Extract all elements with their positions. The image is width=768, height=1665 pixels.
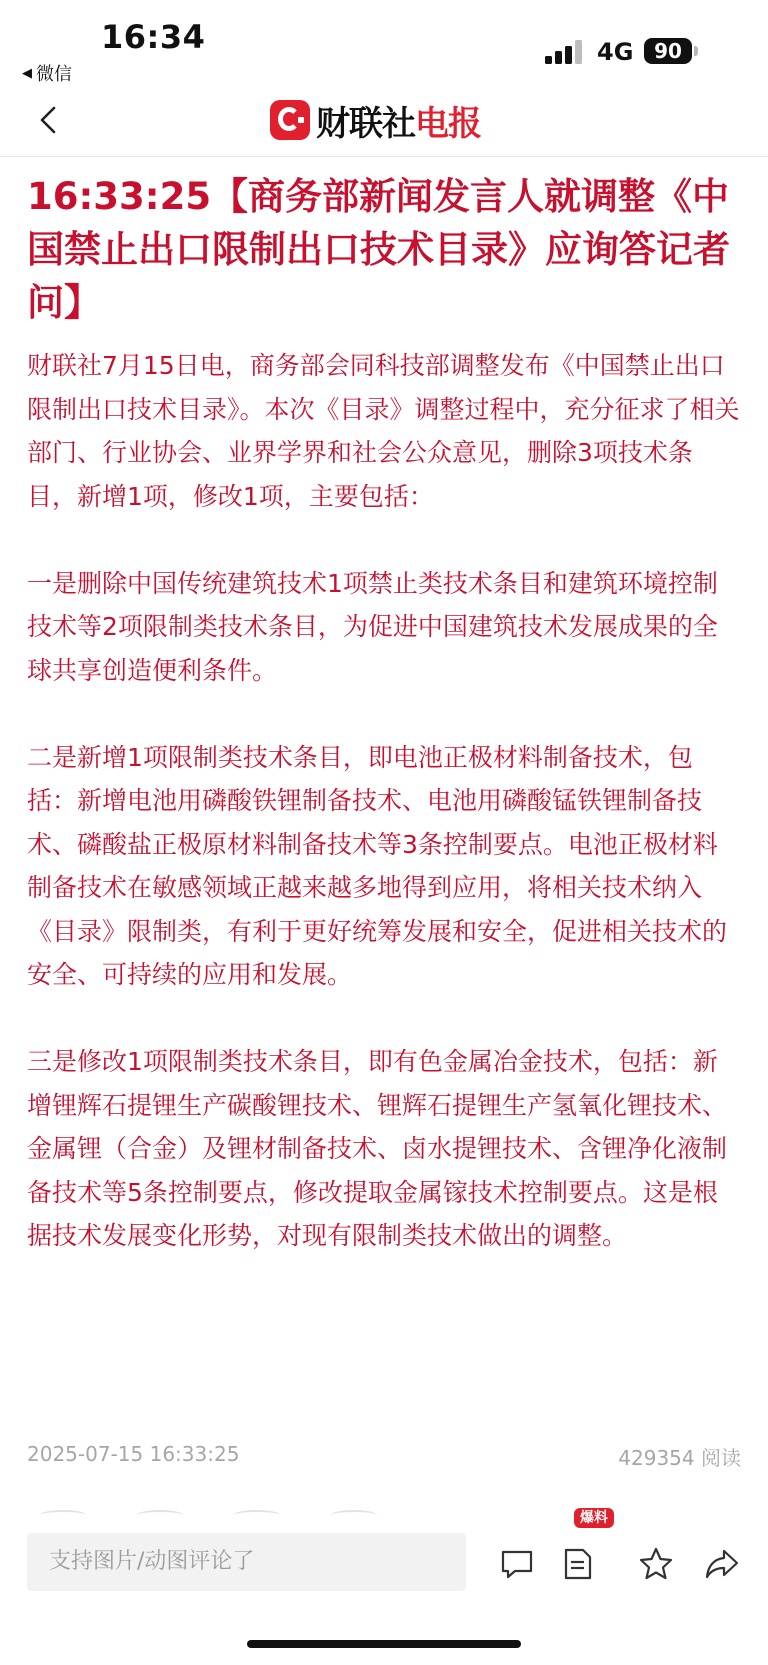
article-paragraph-2: 一是删除中国传统建筑技术1项禁止类技术条目和建筑环境控制技术等2项限制类技术条目，为促进中国建筑技术发展成果的全球共享创造便利条件。 xyxy=(27,568,718,685)
star-icon xyxy=(636,1544,676,1584)
article-paragraph-3: 二是新增1项限制类技术条目，即电池正极材料制备技术，包括：新增电池用磷酸铁锂制备技术、电池用磷酸锰铁锂制备技术、磷酸盐正极原材料制备技术等3条控制要点。电池正极材料制备技术在敏感领域正越来越多地得到应用，将相关技术纳入《目录》限制类，有利于更好统筹发展和安全，促进相关技术的安全、可持续的应用和发展。 xyxy=(27,742,728,989)
report-badge: 爆料 xyxy=(574,1508,614,1528)
brand-name xyxy=(316,96,481,145)
publish-date: 2025-07-15 16:33:25 xyxy=(27,1442,240,1466)
network-type: 4G xyxy=(597,38,634,66)
battery-level: 90 xyxy=(654,39,682,63)
back-triangle-icon: ◀ xyxy=(22,65,32,81)
article xyxy=(27,170,741,1258)
brand-name-red: 电报 xyxy=(415,103,481,144)
share-button[interactable] xyxy=(702,1544,742,1584)
nav-bar xyxy=(0,88,768,157)
back-to-app-link[interactable] xyxy=(22,60,72,86)
article-headline: 16:33:25【商务部新闻发言人就调整《中国禁止出口限制出口技术目录》应询答记者问】 xyxy=(27,175,730,324)
battery-tip xyxy=(694,46,698,56)
comment-input[interactable]: 支持图片/动图评论了 xyxy=(27,1533,466,1591)
comment-button[interactable] xyxy=(497,1544,537,1584)
chevron-left-icon xyxy=(30,100,70,140)
back-to-app-label: 微信 xyxy=(36,64,72,85)
brand-logo xyxy=(270,94,481,146)
favorite-button[interactable] xyxy=(636,1544,676,1584)
cellular-signal-icon xyxy=(545,40,583,64)
report-icon xyxy=(558,1544,598,1584)
share-circles xyxy=(40,1510,440,1518)
cls-logo-icon xyxy=(270,100,310,140)
status-time: 16:34 xyxy=(101,18,206,56)
share-icon xyxy=(702,1544,742,1584)
article-paragraph-4: 三是修改1项限制类技术条目，即有色金属冶金技术，包括：新增锂辉石提锂生产碳酸锂技术、锂辉石提锂生产氢氧化锂技术、金属锂（合金）及锂材制备技术、卤水提锂技术、含锂净化液制备技术等5条控制要点，修改提取金属镓技术控制要点。这是根据技术发展变化形势，对现有限制类技术做出的调整。 xyxy=(27,1047,728,1250)
status-bar xyxy=(0,0,768,90)
report-button[interactable] xyxy=(558,1544,598,1584)
bottom-bar xyxy=(0,1510,768,1665)
article-paragraph-1: 财联社7月15日电，商务部会同科技部调整发布《中国禁止出口限制出口技术目录》。本次《目录》调整过程中，充分征求了相关部门、行业协会、业界学界和社会公众意见，删除3项技术条目，新增1项，修改1项，主要包括： xyxy=(27,351,740,511)
read-count: 429354 阅读 xyxy=(618,1446,741,1470)
brand-name-black: 财联社 xyxy=(316,103,415,144)
battery-icon xyxy=(644,38,692,64)
home-indicator xyxy=(247,1640,521,1648)
comment-icon xyxy=(497,1544,537,1584)
back-button[interactable] xyxy=(30,100,70,140)
